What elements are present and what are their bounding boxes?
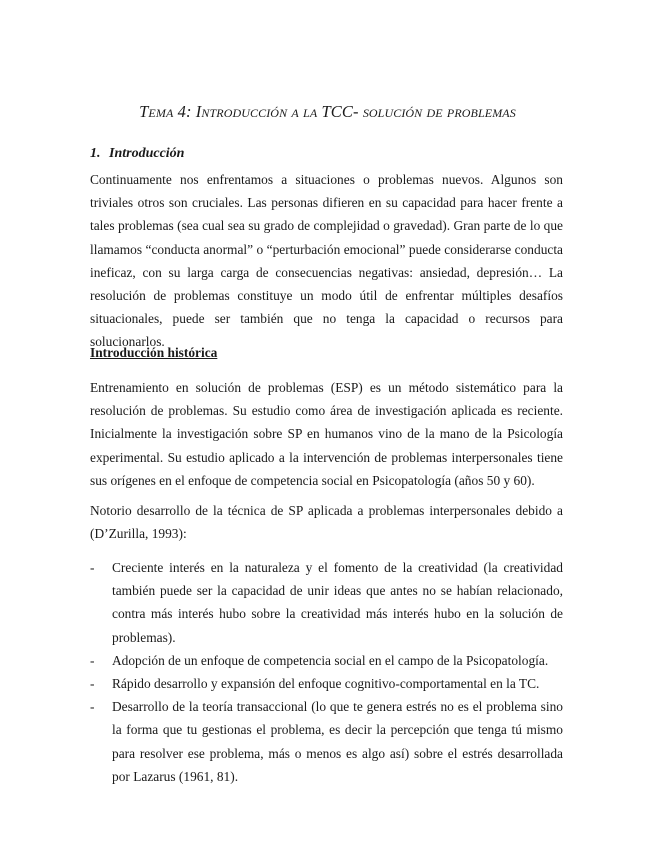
section-number: 1. (90, 146, 101, 161)
history-paragraph: Entrenamiento en solución de problemas (ESP) es un método sistemático para la resolución de problemas. Su estudio como área de investigación aplicada es reciente. Inicialmente la investigación sobre SP en humanos vino de la mano de la Psicología experimental. Su estudio aplicado a la intervención de problemas interpersonales tiene sus orígenes en el enfoque de competencia social en Psicopatología (años 50 y 60). (90, 380, 563, 488)
bullet-list (90, 556, 563, 788)
list-item (90, 649, 563, 672)
list-item-text: Rápido desarrollo y expansión del enfoque cognitivo-comportamental en la TC. (112, 676, 540, 692)
list-item-text: Creciente interés en la naturaleza y el fomento de la creatividad (la creatividad también puede ser la capacidad de unir ideas que antes no se habían relacionado, contra más interés hubo sobre la creatividad más interés hubo en la solución de problemas). (112, 560, 563, 645)
list-item (90, 556, 563, 649)
title-part2: solución de problemas (362, 102, 516, 121)
bullet-marker: - (90, 652, 95, 668)
section-heading (90, 146, 184, 162)
title-colon: : (185, 102, 196, 121)
title-tcc: TCC- (317, 102, 363, 121)
title-prefix: Tema 4 (139, 102, 186, 121)
list-item (90, 695, 563, 788)
bullet-marker: - (90, 676, 95, 692)
list-item (90, 672, 563, 695)
list-item-text: Desarrollo de la teoría transaccional (lo que te genera estrés no es el problema sino la forma que tu gestionas el problema, es decir la percepción que tenga tú mismo para resolver ese problema, más o menos es algo así) sobre el estrés desarrollada por Lazarus (1961, 81). (112, 699, 563, 784)
development-paragraph: Notorio desarrollo de la técnica de SP aplicada a problemas interpersonales debido a (D’Zurilla, 1993): (90, 503, 563, 542)
document-title (0, 102, 655, 122)
bullet-marker: - (90, 560, 95, 575)
list-item-text: Adopción de un enfoque de competencia social en el campo de la Psicopatología. (112, 652, 549, 668)
intro-paragraph: Continuamente nos enfrentamos a situaciones o problemas nuevos. Algunos son triviales otros son cruciales. Las personas difieren en su capacidad para hacer frente a tales problemas (sea cual sea su grado de complejidad o gravedad). Gran parte de lo que llamamos “conducta anormal” o “perturbación emocional” puede considerarse conducta ineficaz, con su larga carga de consecuencias negativas: ansiedad, depresión… La resolución de problemas constituye un modo útil de enfrentar múltiples desafíos situacionales, puede ser también que no tenga la capacidad o recursos para solucionarlos. (90, 172, 563, 350)
bullet-marker: - (90, 699, 95, 715)
section-title: Introducción (109, 146, 185, 161)
title-part1: Introducción a la (195, 102, 318, 121)
subsection-heading: Introducción histórica (90, 345, 218, 360)
